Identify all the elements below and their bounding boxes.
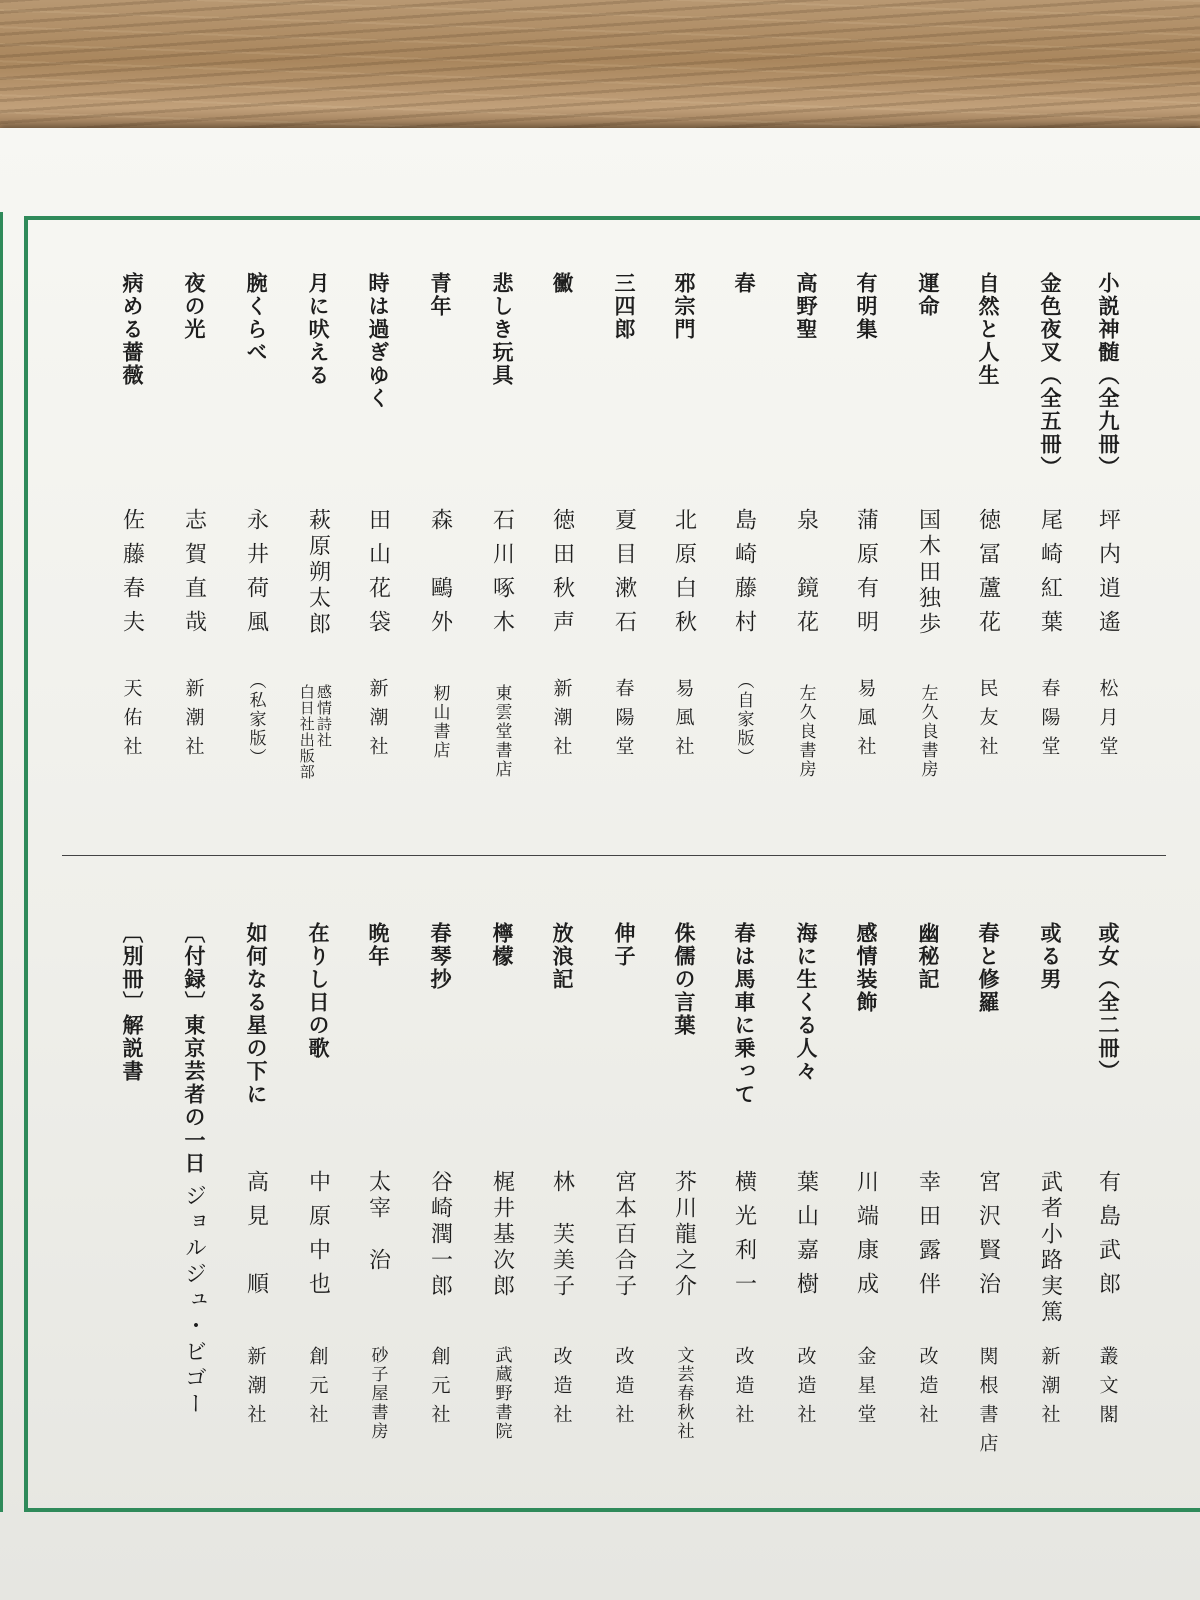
book-title: 海に生くる人々 bbox=[794, 922, 818, 1083]
book-author: 川端康成 bbox=[853, 1170, 879, 1306]
book-author: ジョルジュ・ビゴー bbox=[181, 1184, 207, 1418]
book-author: 梶井基次郎 bbox=[489, 1170, 515, 1300]
book-publisher: 改造社 bbox=[916, 1346, 939, 1433]
book-title: 或女（全二冊） bbox=[1096, 922, 1120, 1083]
book-title: 春琴抄 bbox=[428, 922, 452, 991]
book-title: 伸子 bbox=[612, 922, 636, 968]
book-author: 佐藤春夫 bbox=[119, 508, 145, 644]
book-title: 在りし日の歌 bbox=[306, 922, 330, 1060]
book-publisher: 新潮社 bbox=[550, 678, 573, 765]
book-title: 夜の光 bbox=[182, 272, 206, 341]
book-author: 武者小路実篤 bbox=[1037, 1170, 1063, 1326]
book-publisher-line2: 白日社出版部 bbox=[297, 684, 316, 780]
book-title: 春と修羅 bbox=[976, 922, 1000, 1014]
book-publisher: 関根書店 bbox=[976, 1346, 999, 1462]
book-author: 森 鷗外 bbox=[427, 508, 453, 644]
book-title: 病める薔薇 bbox=[120, 272, 144, 387]
book-title: 春 bbox=[732, 272, 756, 295]
book-author: 宮沢賢治 bbox=[975, 1170, 1001, 1306]
book-publisher: 新潮社 bbox=[182, 678, 205, 765]
book-title: 青年 bbox=[428, 272, 452, 318]
book-publisher: 文芸春秋社 bbox=[673, 1346, 694, 1441]
book-author: 坪内逍遙 bbox=[1095, 508, 1121, 644]
book-publisher: 新潮社 bbox=[244, 1346, 267, 1433]
book-author: 石川啄木 bbox=[489, 508, 515, 644]
section-divider-line bbox=[62, 855, 1166, 856]
book-publisher: 春陽堂 bbox=[612, 678, 635, 765]
book-author: 幸田露伴 bbox=[915, 1170, 941, 1306]
book-title: 高野聖 bbox=[794, 272, 818, 341]
book-title: 或る男 bbox=[1038, 922, 1062, 991]
book-author: 泉 鏡花 bbox=[793, 508, 819, 644]
adjacent-page-frame-edge bbox=[0, 212, 3, 1512]
book-publisher: 改造社 bbox=[732, 1346, 755, 1433]
book-title: 〔付録〕東京芸者の一日 bbox=[182, 922, 206, 1175]
book-author: 蒲原有明 bbox=[853, 508, 879, 644]
book-author: 谷崎潤一郎 bbox=[427, 1170, 453, 1300]
book-title: 感情装飾 bbox=[854, 922, 878, 1014]
book-author: 夏目漱石 bbox=[611, 508, 637, 644]
book-title: 放浪記 bbox=[550, 922, 574, 991]
book-publisher: 改造社 bbox=[612, 1346, 635, 1433]
book-publisher: 新潮社 bbox=[1038, 1346, 1061, 1433]
book-publisher: 改造社 bbox=[794, 1346, 817, 1433]
book-author: 島崎藤村 bbox=[731, 508, 757, 644]
book-title: 自然と人生 bbox=[976, 272, 1000, 387]
book-publisher: 左久良書房 bbox=[917, 684, 938, 779]
book-title: 腕くらべ bbox=[244, 272, 268, 364]
book-author: 萩原朔太郎 bbox=[305, 508, 331, 638]
book-publisher: 叢文閣 bbox=[1096, 1346, 1119, 1433]
book-publisher: 創元社 bbox=[306, 1346, 329, 1433]
book-author: 林 芙美子 bbox=[549, 1170, 575, 1300]
book-publisher: 籾山書店 bbox=[429, 684, 450, 760]
book-title: 如何なる星の下に bbox=[244, 922, 268, 1106]
book-publisher: 砂子屋書房 bbox=[367, 1346, 388, 1441]
book-title: 有明集 bbox=[854, 272, 878, 341]
book-title: 〔別冊〕解説書 bbox=[120, 922, 144, 1083]
book-title: 悲しき玩具 bbox=[490, 272, 514, 387]
book-publisher: 春陽堂 bbox=[1038, 678, 1061, 765]
book-author: 宮本百合子 bbox=[611, 1170, 637, 1300]
book-title: 幽秘記 bbox=[916, 922, 940, 991]
book-title: 運命 bbox=[916, 272, 940, 318]
book-author: 田山花袋 bbox=[365, 508, 391, 644]
book-publisher: 新潮社 bbox=[366, 678, 389, 765]
book-publisher: （私家版） bbox=[245, 672, 266, 767]
book-author: 中原中也 bbox=[305, 1170, 331, 1306]
book-author: 芥川龍之介 bbox=[671, 1170, 697, 1300]
book-author: 国木田独歩 bbox=[915, 508, 941, 638]
book-publisher: 改造社 bbox=[550, 1346, 573, 1433]
book-publisher: 左久良書房 bbox=[795, 684, 816, 779]
book-author: 高見 順 bbox=[243, 1170, 269, 1306]
book-title: 三四郎 bbox=[612, 272, 636, 341]
book-publisher: 易風社 bbox=[854, 678, 877, 765]
book-title: 月に吠える bbox=[306, 272, 330, 387]
book-publisher: 東雲堂書店 bbox=[491, 684, 512, 779]
book-author: 有島武郎 bbox=[1095, 1170, 1121, 1306]
book-title: 黴 bbox=[550, 272, 574, 295]
book-author: 徳田秋声 bbox=[549, 508, 575, 644]
book-title: 侏儒の言葉 bbox=[672, 922, 696, 1037]
wooden-table-background bbox=[0, 0, 1200, 135]
book-author: 徳冨蘆花 bbox=[975, 508, 1001, 644]
book-publisher: （自家版） bbox=[733, 672, 754, 767]
book-title: 邪宗門 bbox=[672, 272, 696, 341]
book-title: 檸檬 bbox=[490, 922, 514, 968]
book-publisher: 松月堂 bbox=[1096, 678, 1119, 765]
book-title: 春は馬車に乗って bbox=[732, 922, 756, 1106]
book-publisher: 易風社 bbox=[672, 678, 695, 765]
book-publisher-line1: 感情詩社 bbox=[315, 684, 333, 748]
book-author: 永井荷風 bbox=[243, 508, 269, 644]
book-publisher: 民友社 bbox=[976, 678, 999, 765]
book-author: 志賀直哉 bbox=[181, 508, 207, 644]
book-publisher: 天佑社 bbox=[120, 678, 143, 765]
book-publisher: 金星堂 bbox=[854, 1346, 877, 1433]
book-author: 横光利一 bbox=[731, 1170, 757, 1306]
book-title: 金色夜叉（全五冊） bbox=[1038, 272, 1062, 479]
book-publisher: 創元社 bbox=[428, 1346, 451, 1433]
book-title: 晩年 bbox=[366, 922, 390, 968]
book-author: 葉山嘉樹 bbox=[793, 1170, 819, 1306]
book-author: 尾崎紅葉 bbox=[1037, 508, 1063, 644]
book-title: 時は過ぎゆく bbox=[366, 272, 390, 410]
book-title: 小説神髄（全九冊） bbox=[1096, 272, 1120, 479]
book-author: 太宰 治 bbox=[365, 1170, 391, 1274]
book-publisher: 武蔵野書院 bbox=[491, 1346, 512, 1441]
book-author: 北原白秋 bbox=[671, 508, 697, 644]
